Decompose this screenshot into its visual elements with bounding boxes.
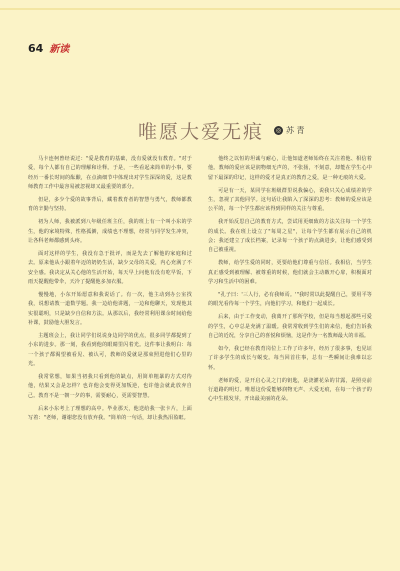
author-name: 苏 青 — [286, 126, 305, 135]
body-paragraph: 主题班会上，我让同学们说说身边同学的优点，很多同学都提到了小东的进步。那一刻，我看到他的眼睛里闪着光。这件事让我明白：每一个孩子都渴望被看见、被认可，教师的爱就是那束照进他们心里的光。 — [28, 333, 192, 367]
title-block — [138, 117, 305, 144]
body-paragraph: 后来，由于工作变动，我离开了那所学校，但是每当想起那些可爱的学生，心中总是充满了温暖。我常常收到学生们的来信，他们告诉我自己的近况，分享自己的喜悦和烦恼，这是作为一名教师最大的幸福。 — [208, 314, 372, 340]
byline — [274, 125, 305, 136]
body-paragraph: 后来小东考上了理想的高中。毕业那天，他送给我一张卡片，上面写着："老师，谢谢您没有放弃我。"简单的一句话，却让我热泪盈眶。 — [28, 405, 192, 421]
body-paragraph: 慢慢地，小东开始愿意和我说话了。有一次，他主动到办公室找我，说想请教一道数学题。我一边给他讲题，一边和他聊天，发现他其实很聪明，只是缺少自信和方法。从那以后，我经常利用课余时间给他补课，鼓励他大胆发言。 — [28, 292, 192, 326]
body-paragraph: 我常常想，如果当初我只看到他的缺点，用简单粗暴的方式对待他，结果又会是怎样？也许他会变得更加叛逆，也许他会就此放弃自己。教育不是一朝一夕的事，需要耐心，更需要智慧。 — [28, 374, 192, 399]
body-paragraph: 他终之以恒的坦诚与耐心，让他知道老师始终在关注着他、相信着他。教师的爱应该是润物细无声的，不张扬，不刻意，却能在学生心中留下最深的印记，这样的爱才是真正的教育之爱，是一种无痕的大爱。 — [208, 156, 372, 181]
body-paragraph: 老师的爱，是开启心灵之门的钥匙，是浇灌花朵的甘露，是照亮前行道路的明灯。唯愿这份爱能够润物无声、大爱无痕，在每一个孩子的心中生根发芽，开出最美丽的花朵。 — [208, 377, 372, 403]
body-paragraph: 教师，给学生爱的同时，更要给他们尊重与信任。我相信，当学生真正感受到被理解、被尊重的时候，他们就会主动敞开心扉，积极面对学习和生活中的困难。 — [208, 260, 372, 285]
body-paragraph: 初为人师，我被派到八年级任班主任，我的班上有一个叫小东的学生，他的家境特殊，性格孤僻，成绩也不理想，经常与同学发生冲突，让各科老师都感到头疼。 — [28, 219, 192, 244]
body-paragraph: 可是有一天，某同学在班级群里说我偏心，说我只关心成绩差的学生，忽视了其他同学。这句话让我陷入了深深的思考：教师的爱应该是公平的，每一个学生都应该得到同样的关注与尊重。 — [208, 187, 372, 213]
article-title: 唯愿大爱无痕 — [138, 121, 265, 143]
body-paragraph: 面对这样的学生，我没有急于批评，而是先去了解他的家庭和过去。原来他从小跟着年迈的奶奶生活，缺少父母的关爱，内心充满了不安全感。我决定从关心他的生活开始，每天早上问他有没有吃早饭，下雨天提醒他带伞，天冷了提醒他多加衣服。 — [28, 251, 192, 285]
left-column — [28, 155, 192, 427]
body-paragraph: 我开始反思自己的教育方式，尝试用更细致的方法关注每一个学生的成长。我在班上设立了"每周之星"，让每个学生都有展示自己的机会；我还建立了成长档案，记录每一个孩子的点滴进步，让他们感受到自己被重视。 — [208, 219, 372, 254]
body-paragraph: 马卡连柯曾经说过："爱是教育的基础，没有爱就没有教育。"对于爱，每个人都有自己的理解和诠释。于是，一些看起来简单的小事，要经历一番长时间的酝酿，在点滴细节中体现出对学生深深的爱，这是教师教育工作中最容易被忽视却又最重要的部分。 — [28, 156, 192, 190]
page-header — [28, 40, 69, 55]
page-number: 64 — [28, 42, 44, 55]
body-paragraph: "孔子曰：'三人行，必有我师焉。'"我时常以此提醒自己，要用平等的眼光看待每一个学生，向他们学习，和他们一起成长。 — [208, 292, 372, 308]
top-rule — [0, 8, 400, 10]
right-column — [208, 155, 372, 427]
article-body — [28, 155, 372, 427]
section-label: 新读 — [49, 44, 70, 55]
body-paragraph: 但是，多少个爱的故事背后，藏着教育者的智慧与勇气，教师都教育的辛勤与坚持。 — [28, 196, 192, 213]
body-paragraph: 如今，我已经在教育岗位上工作了许多年，经历了很多事，也见证了许多学生的成长与蜕变。每当回首往事，总有一些瞬间让我难以忘怀。 — [208, 346, 372, 371]
author-circle-icon: ◎ — [275, 126, 282, 134]
